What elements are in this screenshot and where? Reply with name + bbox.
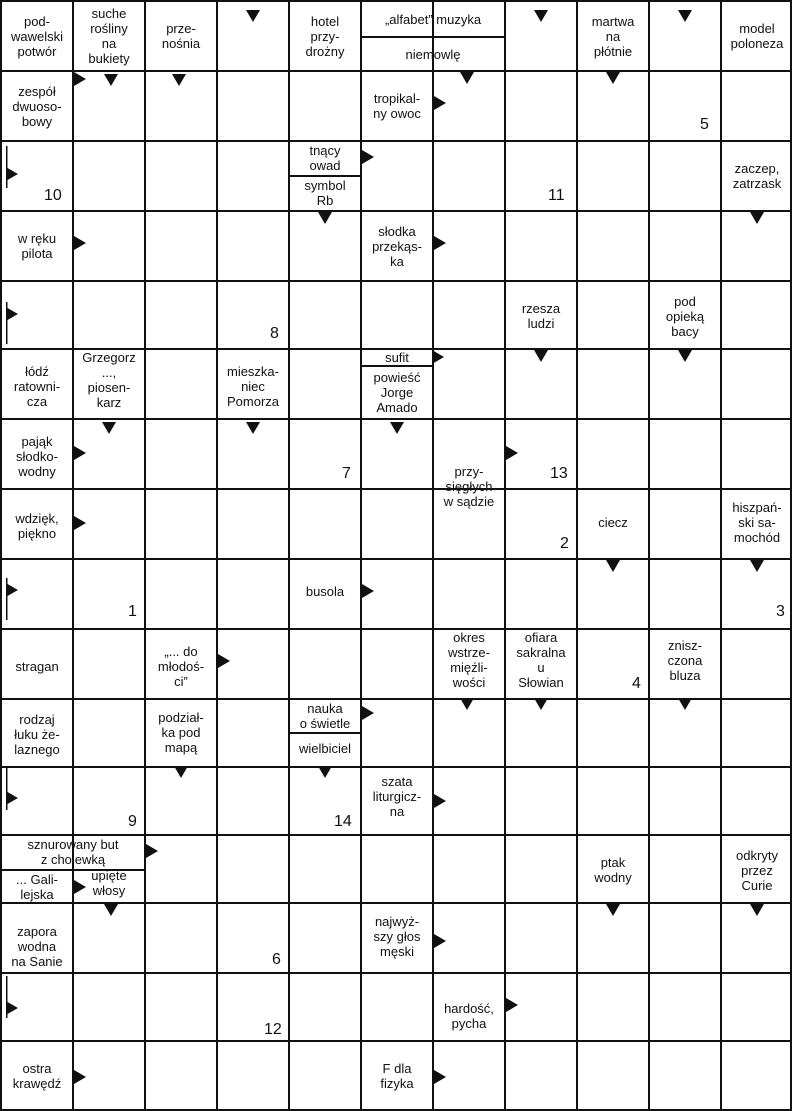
clue-upiete-wlosy: upięte włosy [91, 868, 127, 898]
clue-niemowle: niemowlę [405, 46, 461, 62]
arrow-right-icon [434, 96, 446, 110]
clue-model-poloneza: model poloneza [730, 21, 784, 51]
clue-przenosnia: prze- nośnia [161, 21, 201, 51]
arrow-down-icon [460, 72, 474, 84]
clue-busola: busola [305, 583, 345, 599]
arrow-right-icon [74, 516, 86, 530]
clue-symbol-rb: symbol Rb [304, 178, 346, 208]
clue-do-mlodosci: „... do młodoś- ci” [157, 643, 205, 689]
arrow-down-icon [606, 560, 620, 572]
clue-pajak: pająk słodko- wodny [16, 433, 58, 479]
grid-line [0, 698, 792, 700]
grid-line [144, 0, 146, 1111]
cell-number: 2 [560, 535, 569, 552]
clue-grzegorz: Grzegorz ..., piosen- karz [82, 350, 136, 410]
cell-number: 4 [632, 675, 641, 692]
arrow-right-icon [218, 654, 230, 668]
clue-podwawelski-potwor: pod- wawelski potwór [10, 13, 63, 59]
arrow-right-icon [74, 880, 86, 894]
grid-line [504, 0, 506, 1111]
clue-f-dla-fizyka: F dla fizyka [380, 1061, 414, 1091]
clue-ofiara-sakralna: ofiara sakralna u Słowian [516, 630, 566, 690]
clue-tropikalny-owoc: tropikal- ny owoc [373, 91, 421, 121]
arrow-right-icon [74, 446, 86, 460]
flag-marker-icon [6, 146, 18, 188]
clue-wdziek: wdzięk, piękno [15, 511, 59, 541]
arrow-down-icon [390, 422, 404, 434]
clue-w-reku-pilota: w ręku pilota [17, 231, 57, 261]
arrow-down-icon [678, 698, 692, 710]
arrow-right-icon [74, 72, 86, 86]
grid-line [216, 0, 218, 1111]
cell-number: 7 [342, 465, 351, 482]
clue-przysieglych: przy- sięgłych w sądzie [443, 463, 495, 509]
clue-hiszpanski-samochod: hiszpań- ski sa- mochód [732, 499, 782, 545]
flag-marker-icon [6, 578, 18, 620]
arrow-down-icon [318, 212, 332, 224]
clue-sufit: sufit [385, 349, 409, 365]
clue-hotel: hotel przy- drożny [305, 13, 345, 59]
clue-suche-rosliny: suche rośliny na bukiety [88, 6, 130, 66]
clue-zaczep: zaczep, zatrzask [732, 161, 782, 191]
clue-pod-opieka-bacy: pod opieką bacy [665, 293, 705, 339]
clue-zniszczona-bluza: znisz- czona bluza [667, 637, 703, 683]
arrow-down-icon [246, 422, 260, 434]
clue-ciecz: ciecz [598, 514, 628, 530]
grid-line [0, 558, 792, 560]
arrow-down-icon [606, 72, 620, 84]
arrow-right-icon [434, 794, 446, 808]
clue-szata-liturgiczna: szata liturgicz- na [372, 773, 422, 819]
arrow-right-icon [362, 584, 374, 598]
grid-line [0, 418, 792, 420]
arrow-down-icon [104, 74, 118, 86]
clue-mieszkaniec-pomorza: mieszka- niec Pomorza [226, 363, 280, 409]
clue-galilejska: ... Gali- lejska [16, 872, 58, 902]
arrow-down-icon [534, 698, 548, 710]
clue-stragan: stragan [15, 658, 59, 674]
flag-marker-icon [6, 768, 18, 810]
arrow-down-icon [750, 212, 764, 224]
arrow-right-icon [362, 706, 374, 720]
arrow-down-icon [318, 766, 332, 778]
arrow-down-icon [104, 904, 118, 916]
arrow-down-icon [678, 350, 692, 362]
cell-number: 14 [334, 813, 352, 830]
clue-odkryty-przez-curie: odkryty przez Curie [736, 847, 778, 893]
arrow-right-icon [432, 350, 444, 364]
grid-line [0, 488, 792, 490]
arrow-right-icon [434, 236, 446, 250]
clue-alfabet-muzyka: „alfabet” muzyka [384, 11, 482, 27]
arrow-right-icon [506, 446, 518, 460]
cell-number: 5 [700, 116, 709, 133]
grid-line [648, 0, 650, 1111]
grid-line [72, 0, 74, 1111]
arrow-down-icon [534, 350, 548, 362]
clue-martwa-na-plotnie: martwa na płótnie [591, 13, 635, 59]
clue-wielbiciel: wielbiciel [298, 740, 352, 756]
cell-number: 12 [264, 1021, 282, 1038]
arrow-down-icon [246, 10, 260, 22]
clue-ptak-wodny: ptak wodny [594, 855, 632, 885]
clue-zespol: zespół dwuoso- bowy [12, 83, 62, 129]
arrow-right-icon [506, 998, 518, 1012]
cell-number: 13 [550, 465, 568, 482]
arrow-down-icon [750, 560, 764, 572]
arrow-down-icon [174, 766, 188, 778]
grid-line [0, 140, 792, 142]
clue-rzesza-ludzi: rzesza ludzi [521, 301, 561, 331]
flag-marker-icon [6, 976, 18, 1018]
arrow-right-icon [362, 150, 374, 164]
clue-powiesc: powieść Jorge Amado [373, 369, 421, 415]
grid-line [576, 0, 578, 1111]
clue-tnacy-owad: tnący owad [309, 143, 341, 173]
cell-number: 10 [44, 187, 62, 204]
arrow-down-icon [460, 698, 474, 710]
arrow-right-icon [146, 844, 158, 858]
clue-podzialka: podział- ka pod mapą [158, 709, 204, 755]
arrow-right-icon [434, 934, 446, 948]
flag-marker-icon [6, 302, 18, 344]
cell-number: 3 [776, 603, 785, 620]
arrow-right-icon [434, 1070, 446, 1084]
arrow-right-icon [74, 1070, 86, 1084]
arrow-down-icon [534, 10, 548, 22]
grid-line [0, 972, 792, 974]
clue-rodzaj-luku: rodzaj łuku że- laznego [14, 711, 60, 757]
arrow-down-icon [102, 422, 116, 434]
cell-number: 8 [270, 325, 279, 342]
clue-okres-wstrzemiezliwosci: okres wstrze- mięźli- wości [448, 630, 490, 690]
cell-number: 9 [128, 813, 137, 830]
clue-nauka-o-swietle: nauka o świetle [299, 701, 351, 731]
cell-number: 1 [128, 603, 137, 620]
clue-slodka-przekaska: słodka przekąs- ka [372, 223, 422, 269]
cell-number: 11 [548, 187, 565, 204]
clue-hardosc: hardość, pycha [444, 1001, 494, 1031]
arrow-right-icon [74, 236, 86, 250]
clue-zapora-wodna: zapora wodna na Sanie [11, 923, 63, 969]
clue-lodz-ratownicza: łódź ratowni- cza [13, 363, 61, 409]
arrow-down-icon [678, 10, 692, 22]
clue-sznurowany-but: sznurowany but z cholewką [27, 837, 119, 867]
arrow-down-icon [750, 904, 764, 916]
cell-number: 6 [272, 951, 281, 968]
arrow-down-icon [606, 904, 620, 916]
clue-ostra-krawedz: ostra krawędź [12, 1061, 62, 1091]
clue-najwyzszy-glos: najwyż- szy głos męski [373, 913, 421, 959]
arrow-down-icon [172, 74, 186, 86]
